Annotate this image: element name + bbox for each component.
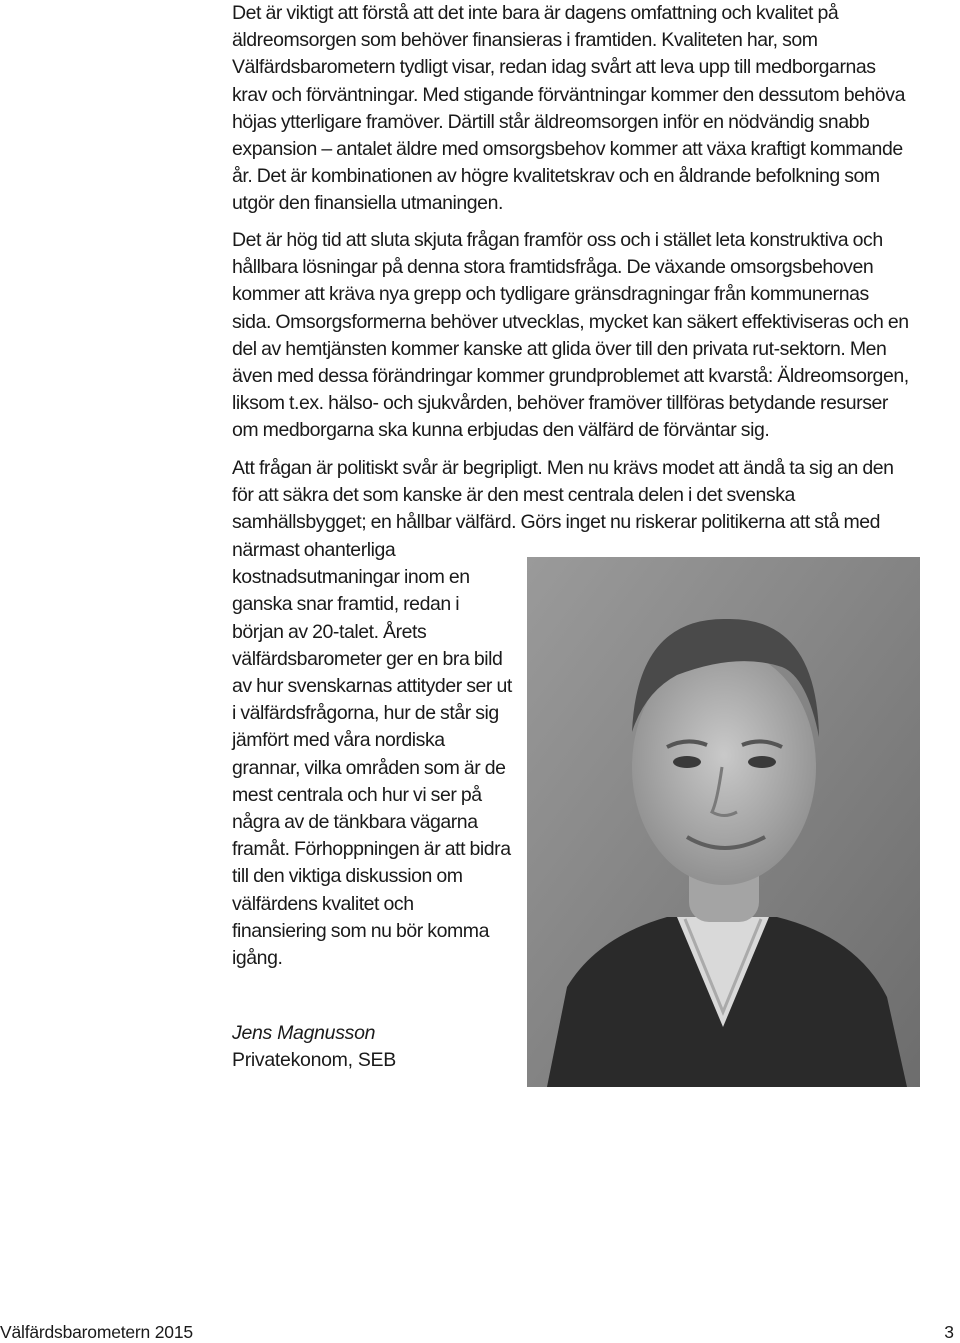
portrait-illustration [527,557,920,1087]
footer-title: Välfärdsbarometern 2015 [0,1322,193,1342]
paragraph-3-continued: närmast ohanterliga kostnadsutmaningar inom en ganska snar framtid, redan i början av 20-talet. Årets välfärdsbarometer ger en bra bild av hur svenskarnas attityder ser ut i välfärdsfrågorna, hur de står sig jämfört med våra nordiska grannar, vilka områden som är de mest centrala och hur vi ser på några av de tänkbara vägarna framåt. Förhoppningen är att bidra till den viktiga diskussion om välfärdens kvalitet och finansiering som nu bör komma igång. [232,539,512,970]
paragraph-1: Det är viktigt att förstå att det inte bara är dagens omfattning och kvalitet på äldreomsorgen som behöver finansieras i framtiden. Kvaliteten har, som Välfärdsbarometern tydligt visar, redan idag svårt att leva upp till medborgarnas krav och förväntningar. Med stigande förväntningar kommer den dessutom behöva höjas ytterligare framöver. Därtill står äldreomsorgen inför en nödvändig snabb expansion – antalet äldre med omsorgsbehov kommer att växa kraftigt kommande år. Det är kombinationen av högre kvalitetskrav och en åldrande befolkning som utgör den finansiella utmaningen. [232,2,906,215]
page-number: 3 [944,1322,954,1342]
signature [232,1020,396,1074]
paragraph-2: Det är hög tid att sluta skjuta frågan framför oss och i stället leta konstruktiva och hållbara lösningar på denna stora framtidsfråga. De växande omsorgsbehoven kommer att kräva nya grepp och tydligare gränsdragningar från kommunernas sida. Omsorgsformerna behöver utvecklas, mycket kan säkert effektiviseras och en del av hemtjänsten kommer kanske att glida över till den privata rut-sektorn. Men även med dessa förändringar kommer grundproblemet att kvarstå: Äldreomsorgen, liksom t.ex. hälso- och sjukvården, behöver framöver tillföras betydande resurser om medborgarna ska kunna erbjudas den välfärd de förväntar sig. [232,229,909,442]
author-name: Jens Magnusson [232,1022,376,1044]
portrait-photo [527,557,920,1087]
author-role: Privatekonom, SEB [232,1049,396,1071]
paragraph-3: Att frågan är politiskt svår är begripligt. Men nu krävs modet att ändå ta sig an den för att säkra det som kanske är den mest centrala delen i det svenska samhällsbygget; en hållbar välfärd. Görs inget nu riskerar politikerna att stå med [232,457,894,534]
